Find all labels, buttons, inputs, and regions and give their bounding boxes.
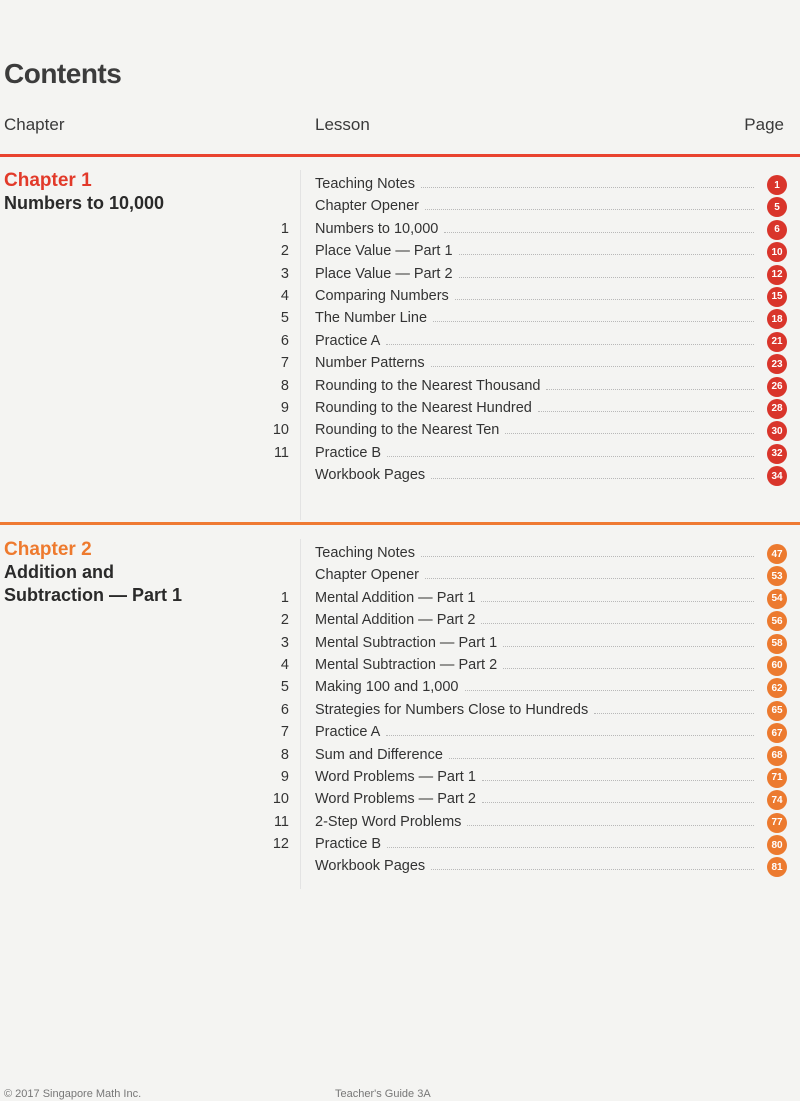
- page-number-badge: 68: [767, 746, 787, 766]
- dot-leader: [481, 622, 754, 624]
- lesson-name: Practice B: [315, 836, 382, 853]
- page-number-badge: 74: [767, 790, 787, 810]
- toc-row: [0, 308, 800, 330]
- lesson-list: [0, 543, 800, 879]
- page-number-badge: 47: [767, 544, 787, 564]
- toc-row: [0, 565, 800, 587]
- toc-row: [0, 767, 800, 789]
- page-number-badge: 1: [767, 175, 787, 195]
- toc-row: [0, 465, 800, 487]
- lesson-name: Workbook Pages: [315, 467, 426, 484]
- dot-leader: [459, 253, 754, 255]
- lesson-number: 2: [280, 243, 289, 260]
- lesson-entry: [315, 422, 760, 438]
- lesson-number: 6: [280, 332, 289, 349]
- toc-row: [0, 588, 800, 610]
- lesson-number: 6: [280, 701, 289, 718]
- lesson-name: Making 100 and 1,000: [315, 679, 459, 696]
- dot-leader: [433, 320, 754, 322]
- page-number-badge: 62: [767, 678, 787, 698]
- lesson-name: Chapter Opener: [315, 198, 419, 215]
- lesson-number: 8: [280, 746, 289, 763]
- chapter-title-line: Subtraction — Part 1: [4, 585, 183, 605]
- page-number-badge: 53: [767, 566, 787, 586]
- page-number-badge: 26: [767, 377, 787, 397]
- dot-leader: [594, 712, 754, 714]
- dot-leader: [431, 477, 754, 479]
- dot-leader: [386, 734, 754, 736]
- chapter-label: Chapter 2: [4, 539, 92, 560]
- page-number-badge: 60: [767, 656, 787, 676]
- lesson-name: 2-Step Word Problems: [315, 813, 462, 830]
- lesson-entry: [315, 355, 760, 371]
- toc-row: [0, 286, 800, 308]
- toc-row: [0, 219, 800, 241]
- lesson-name: Place Value — Part 2: [315, 265, 453, 282]
- column-header-page: Page: [744, 115, 784, 134]
- toc-row: [0, 420, 800, 442]
- dot-leader: [465, 689, 755, 691]
- page-number-badge: 67: [767, 723, 787, 743]
- lesson-number: 1: [280, 589, 289, 606]
- dot-leader: [421, 555, 754, 557]
- lesson-name: Practice A: [315, 332, 381, 349]
- lesson-list: [0, 174, 800, 487]
- page-number-badge: 54: [767, 589, 787, 609]
- toc-row: [0, 856, 800, 878]
- lesson-entry: [315, 635, 760, 651]
- lesson-entry: [315, 567, 760, 583]
- dot-leader: [455, 298, 754, 300]
- dot-leader: [425, 208, 754, 210]
- dot-leader: [503, 667, 754, 669]
- lesson-number: 8: [280, 377, 289, 394]
- toc-row: [0, 331, 800, 353]
- lesson-name: Practice B: [315, 444, 382, 461]
- page-number-badge: 15: [767, 287, 787, 307]
- lesson-name: Teaching Notes: [315, 545, 415, 561]
- page-number-badge: 30: [767, 421, 787, 441]
- lesson-number: 11: [273, 813, 289, 830]
- dot-leader: [538, 410, 754, 412]
- dot-leader: [444, 231, 754, 233]
- toc-row: [0, 264, 800, 286]
- lesson-entry: [315, 400, 760, 416]
- lesson-number: 11: [273, 444, 289, 461]
- lesson-name: Mental Subtraction — Part 1: [315, 634, 498, 651]
- lesson-name: Rounding to the Nearest Hundred: [315, 399, 532, 416]
- lesson-entry: [315, 243, 760, 259]
- lesson-number: 12: [272, 836, 289, 853]
- toc-row: [0, 376, 800, 398]
- page-number-badge: 5: [767, 197, 787, 217]
- page-number-badge: 18: [767, 309, 787, 329]
- lesson-number: 4: [280, 656, 289, 673]
- page-number-badge: 12: [767, 265, 787, 285]
- lesson-name: Place Value — Part 1: [315, 243, 453, 260]
- page-number-badge: 77: [767, 813, 787, 833]
- lesson-entry: [315, 836, 760, 852]
- lesson-entry: [315, 791, 760, 807]
- dot-leader: [431, 365, 754, 367]
- lesson-entry: [315, 378, 760, 394]
- toc-row: [0, 633, 800, 655]
- lesson-entry: [315, 545, 760, 561]
- dot-leader: [386, 343, 754, 345]
- page-number-badge: 21: [767, 332, 787, 352]
- lesson-number: 9: [280, 768, 289, 785]
- lesson-entry: [315, 858, 760, 874]
- lesson-entry: [315, 657, 760, 673]
- lesson-entry: [315, 445, 760, 461]
- lesson-number: 10: [272, 791, 289, 808]
- toc-row: [0, 398, 800, 420]
- toc-row: [0, 834, 800, 856]
- lesson-name: Rounding to the Nearest Ten: [315, 422, 500, 439]
- dot-leader: [459, 276, 754, 278]
- lesson-entry: [315, 198, 760, 214]
- lesson-entry: [315, 288, 760, 304]
- lesson-entry: [315, 724, 760, 740]
- lesson-number: 1: [280, 220, 289, 237]
- lesson-entry: [315, 679, 760, 695]
- lesson-name: Teaching Notes: [315, 176, 415, 192]
- lesson-name: Mental Subtraction — Part 2: [315, 656, 498, 673]
- lesson-number: 3: [280, 265, 289, 282]
- dot-leader: [431, 868, 754, 870]
- column-header-lesson: Lesson: [315, 115, 370, 134]
- lesson-entry: [315, 747, 760, 763]
- lesson-number: 10: [272, 422, 289, 439]
- page-title: Contents: [4, 58, 122, 89]
- toc-row: [0, 789, 800, 811]
- page-number-badge: 32: [767, 444, 787, 464]
- chapter-title-line: Addition and: [4, 562, 114, 582]
- dot-leader: [482, 779, 754, 781]
- lesson-name: Rounding to the Nearest Thousand: [315, 377, 541, 394]
- lesson-name: Mental Addition — Part 2: [315, 612, 476, 629]
- toc-row: [0, 745, 800, 767]
- lesson-name: Strategies for Numbers Close to Hundreds: [315, 701, 589, 718]
- lesson-name: Word Problems — Part 2: [315, 791, 476, 808]
- lesson-entry: [315, 310, 760, 326]
- page-number-badge: 10: [767, 242, 787, 262]
- lesson-entry: [315, 590, 760, 606]
- chapter-title-line: Numbers to 10,000: [4, 193, 165, 213]
- page-number-badge: 23: [767, 354, 787, 374]
- toc-row: [0, 443, 800, 465]
- lesson-number: 2: [280, 612, 289, 629]
- column-header-chapter: Chapter: [4, 115, 65, 134]
- toc-row: [0, 812, 800, 834]
- footer-copyright: © 2017 Singapore Math Inc.: [4, 1088, 142, 1100]
- lesson-entry: [315, 467, 760, 483]
- dot-leader: [467, 824, 754, 826]
- lesson-number: 5: [280, 679, 289, 696]
- page-number-badge: 81: [767, 857, 787, 877]
- lesson-entry: [315, 176, 760, 192]
- dot-leader: [387, 846, 754, 848]
- dot-leader: [449, 757, 754, 759]
- page-number-badge: 28: [767, 399, 787, 419]
- lesson-name: Workbook Pages: [315, 858, 426, 875]
- dot-leader: [387, 455, 754, 457]
- lesson-number: 7: [280, 355, 289, 372]
- lesson-name: Word Problems — Part 1: [315, 768, 476, 785]
- lesson-name: Sum and Difference: [315, 746, 443, 763]
- toc-row: [0, 174, 800, 196]
- lesson-name: The Number Line: [315, 310, 428, 327]
- dot-leader: [505, 432, 754, 434]
- toc-row: [0, 700, 800, 722]
- toc-row: [0, 610, 800, 632]
- dot-leader: [421, 186, 754, 188]
- lesson-entry: [315, 814, 760, 830]
- toc-row: [0, 677, 800, 699]
- page-number-badge: 56: [767, 611, 787, 631]
- toc-row: [0, 353, 800, 375]
- dot-leader: [482, 801, 754, 803]
- chapter-1-rule: [0, 154, 800, 157]
- chapter-label: Chapter 1: [4, 170, 92, 191]
- lesson-number: 7: [280, 724, 289, 741]
- lesson-entry: [315, 702, 760, 718]
- lesson-name: Chapter Opener: [315, 567, 419, 584]
- dot-leader: [546, 388, 754, 390]
- lesson-entry: [315, 612, 760, 628]
- page-number-badge: 80: [767, 835, 787, 855]
- page-number-badge: 65: [767, 701, 787, 721]
- lesson-entry: [315, 221, 760, 237]
- lesson-number: 5: [280, 310, 289, 327]
- page-number-badge: 34: [767, 466, 787, 486]
- footer-book-title: Teacher's Guide 3A: [335, 1088, 431, 1100]
- lesson-entry: [315, 333, 760, 349]
- dot-leader: [503, 645, 754, 647]
- lesson-number: 3: [280, 634, 289, 651]
- toc-row: [0, 543, 800, 565]
- lesson-number: 4: [280, 287, 289, 304]
- lesson-number: 9: [280, 399, 289, 416]
- toc-row: [0, 655, 800, 677]
- toc-row: [0, 722, 800, 744]
- dot-leader: [425, 577, 754, 579]
- lesson-name: Mental Addition — Part 1: [315, 589, 476, 606]
- page-number-badge: 6: [767, 220, 787, 240]
- lesson-name: Number Patterns: [315, 355, 425, 372]
- lesson-name: Numbers to 10,000: [315, 220, 439, 237]
- lesson-name: Practice A: [315, 724, 381, 741]
- toc-row: [0, 196, 800, 218]
- lesson-name: Comparing Numbers: [315, 287, 449, 304]
- toc-row: [0, 241, 800, 263]
- lesson-entry: [315, 266, 760, 282]
- dot-leader: [481, 600, 754, 602]
- chapter-2-rule: [0, 522, 800, 525]
- page-number-badge: 71: [767, 768, 787, 788]
- lesson-entry: [315, 769, 760, 785]
- page-number-badge: 58: [767, 634, 787, 654]
